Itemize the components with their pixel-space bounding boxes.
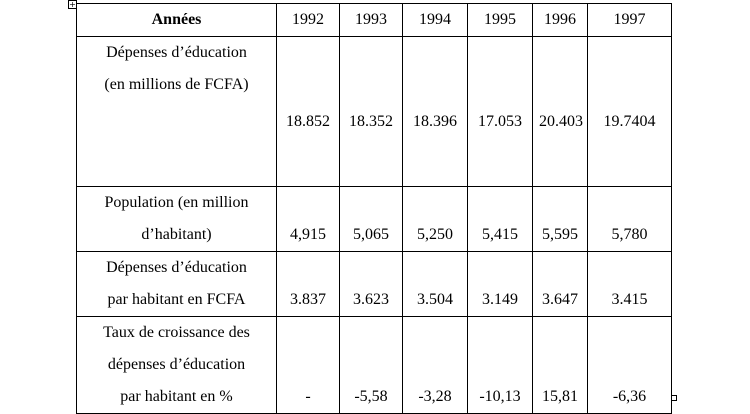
table-cell: 3.647 [533,252,588,317]
table-cell: 18.396 [403,37,468,187]
table-cell: -6,36 [588,317,672,414]
table-cell: 15,81 [533,317,588,414]
table-cell: 20.403 [533,37,588,187]
table-cell: 5,595 [533,187,588,252]
table-cell: -3,28 [403,317,468,414]
table-row-population [77,187,672,252]
table-cell: 5,780 [588,187,672,252]
table-cell: - [277,317,340,414]
table-resize-handle[interactable] [671,395,677,401]
label-line: Taux de croissance des [103,324,250,341]
table-cell: 3.837 [277,252,340,317]
header-year-1995: 1995 [468,4,533,37]
row-label-education-expenditure [77,37,277,187]
label-line: d’habitant) [141,226,212,243]
table-header-row [77,4,672,37]
header-year-1993: 1993 [340,4,403,37]
label-line: (en millions de FCFA) [104,76,249,93]
label-line: Population (en million [104,194,249,211]
table-cell: -10,13 [468,317,533,414]
header-year-1994: 1994 [403,4,468,37]
table-cell: 17.053 [468,37,533,187]
header-year-1996: 1996 [533,4,588,37]
education-expenditure-table [76,3,672,414]
table-cell: 19.7404 [588,37,672,187]
header-year-1997: 1997 [588,4,672,37]
table-row-expenditure-per-capita [77,252,672,317]
label-line: dépenses d’éducation [107,356,246,373]
table-cell: 3.623 [340,252,403,317]
table-cell: 4,915 [277,187,340,252]
row-label-population [77,187,277,252]
table-cell: 5,415 [468,187,533,252]
header-label-annees: Années [77,4,277,37]
label-line: par habitant en % [120,388,233,405]
row-label-expenditure-per-capita [77,252,277,317]
table-cell: 3.415 [588,252,672,317]
table-move-handle[interactable]: + [69,0,76,9]
table-cell: 3.149 [468,252,533,317]
table-cell: 5,065 [340,187,403,252]
header-year-1992: 1992 [277,4,340,37]
table-cell: 3.504 [403,252,468,317]
row-label-growth-rate [77,317,277,414]
table-cell: 18.852 [277,37,340,187]
table-row-education-expenditure [77,37,672,187]
table-row-growth-rate [77,317,672,414]
label-line: par habitant en FCFA [107,291,246,308]
table-cell: 18.352 [340,37,403,187]
label-line: Dépenses d’éducation [106,44,247,61]
table-cell: 5,250 [403,187,468,252]
label-line: Dépenses d’éducation [106,259,247,276]
table-cell: -5,58 [340,317,403,414]
